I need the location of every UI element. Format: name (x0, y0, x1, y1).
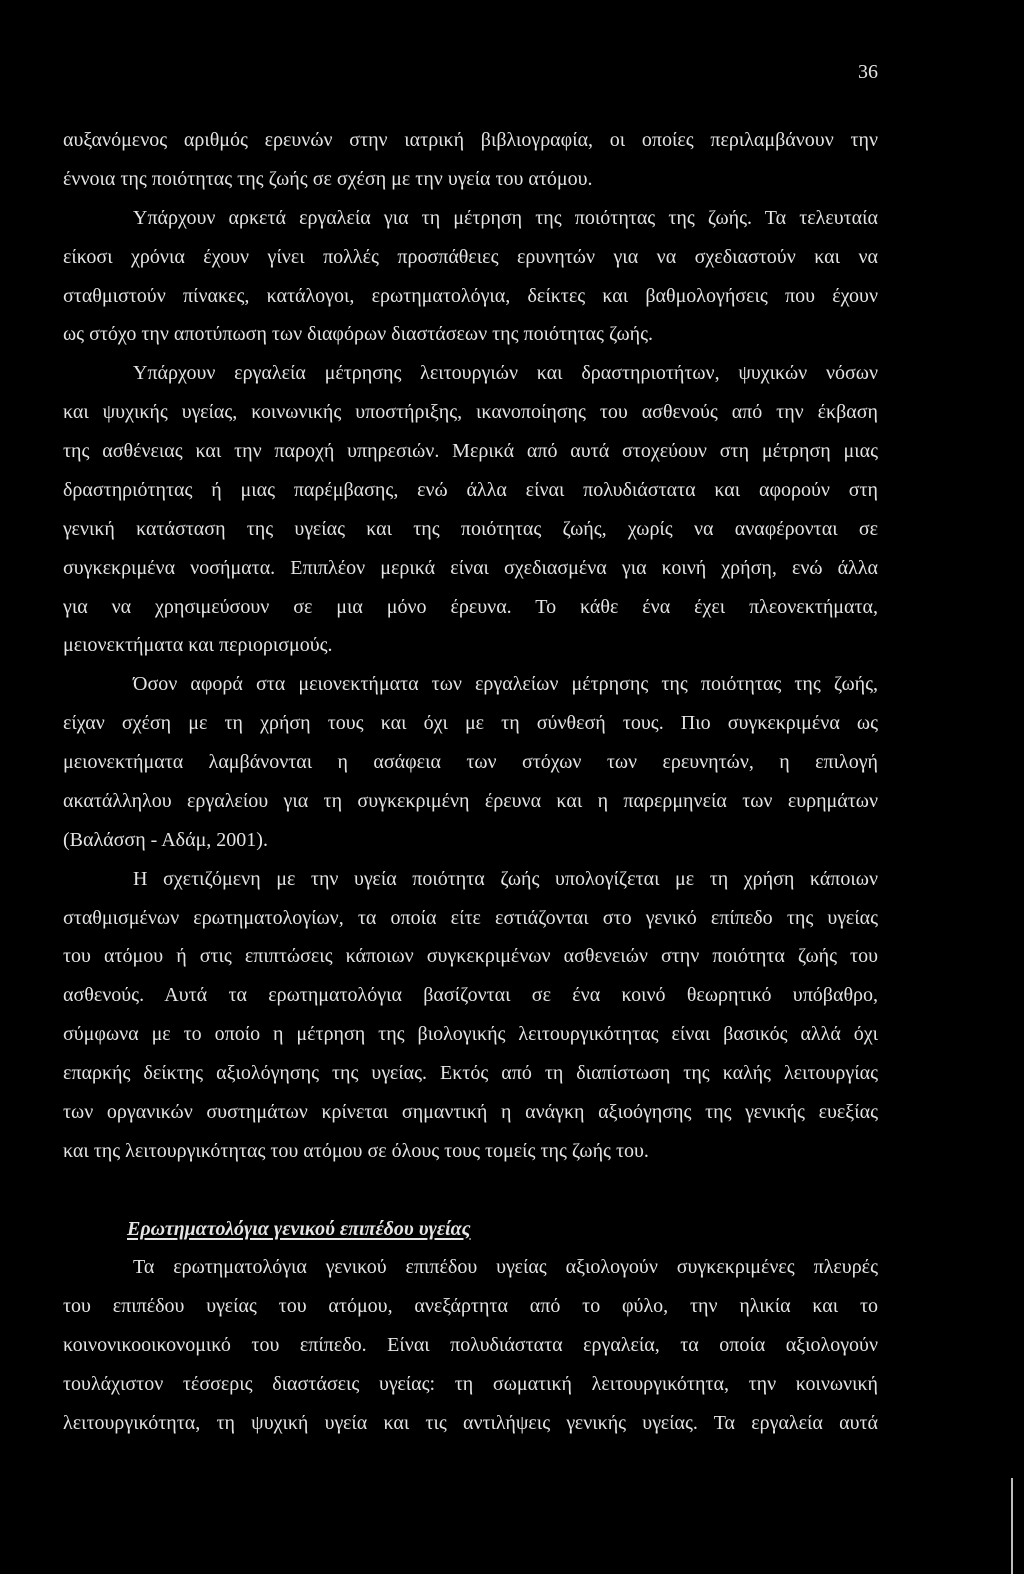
text-line: και ψυχικής υγείας, κοινωνικής υποστήριξης, ικανοποίησης του ασθενούς από την έκβαση (63, 401, 878, 424)
blank-line (63, 1171, 878, 1210)
page-number: 36 (858, 61, 878, 83)
text-line: τουλάχιστον τέσσερις διαστάσεις υγείας: τη σωματική λειτουργικότητα, την κοινωνική (63, 1373, 878, 1395)
text-line: σταθμισμένων ερωτηματολογίων, τα οποία είτε εστιάζονται στο γενικό επίπεδο της υγείας (63, 906, 878, 929)
text-line: δραστηριότητας ή μιας παρέμβασης, ενώ άλλα είναι πολυδιάστατα και αφορούν στη (63, 478, 878, 501)
paragraph (63, 1248, 878, 1442)
text-line: μειονεκτήματα και περιορισμούς. (63, 634, 333, 657)
text-line: είκοσι χρόνια έχουν γίνει πολλές προσπάθειες ερυνητών για να σχεδιαστούν και να (63, 245, 878, 268)
text-line: (Βαλάσση - Αδάμ, 2001). (63, 828, 268, 851)
text-line: για να χρησιμεύσουν σε μια μόνο έρευνα. Το κάθε ένα έχει πλεονεκτήματα, (63, 595, 878, 618)
paragraph (63, 354, 878, 665)
text-line: του ατόμου ή στις επιπτώσεις κάποιων συγκεκριμένων ασθενειών στην ποιότητα ζωής του (63, 945, 878, 968)
scan-edge-line (1011, 1478, 1013, 1574)
text-line: λειτουργικότητα, τη ψυχική υγεία και τις αντιλήψεις γενικής υγείας. Τα εργαλεία αυτά (63, 1411, 878, 1434)
text-line: της ασθένειας και την παροχή υπηρεσιών. Μερικά από αυτά στοχεύουν στη μέτρηση μιας (63, 440, 878, 462)
text-line: ως στόχο την αποτύπωση των διαφόρων διαστάσεων της ποιότητας ζωής. (63, 323, 654, 346)
text-line: κοινονικοοικονομικό του επίπεδο. Είναι πολυδιάστατα εργαλεία, τα οποία αξιολογούν (63, 1334, 878, 1357)
document-body (63, 121, 878, 1443)
text-line: Όσον αφορά στα μειονεκτήματα των εργαλείων μέτρησης της ποιότητας της ζωής, (133, 673, 878, 696)
text-line: Τα ερωτηματολόγια γενικού επιπέδου υγείας αξιολογούν συγκεκριμένες πλευρές (133, 1256, 878, 1279)
text-line: μειονεκτήματα λαμβάνονται η ασάφεια των στόχων των ερευνητών, η επιλογή (63, 751, 878, 773)
text-line: και της λειτουργικότητας του ατόμου σε όλους τους τομείς της ζωής του. (63, 1139, 649, 1162)
text-line: συγκεκριμένα νοσήματα. Επιπλέον μερικά είναι σχεδιασμένα για κοινή χρήση, ενώ άλλα (63, 556, 878, 579)
paragraph (63, 860, 878, 1171)
text-line: Η σχετιζόμενη με την υγεία ποιότητα ζωής υπολογίζεται με τη χρήση κάποιων (133, 867, 878, 890)
text-line: ακατάλληλου εργαλείου για τη συγκεκριμένη έρευνα και η παρερμηνεία των ευρημάτων (63, 789, 878, 812)
section-heading (63, 1210, 878, 1249)
text-line: είχαν σχέση με τη χρήση τους και όχι με τη σύνθεσή τους. Πιο συγκεκριμένα ως (63, 712, 878, 735)
paragraph (63, 199, 878, 355)
text-line: σύμφωνα με το οποίο η μέτρηση της βιολογικής λειτουργικότητας είναι βασικός αλλά όχι (63, 1023, 878, 1046)
text-line: αυξανόμενος αριθμός ερευνών στην ιατρική βιβλιογραφία, οι οποίες περιλαμβάνουν την (63, 129, 878, 151)
text-line: Υπάρχουν αρκετά εργαλεία για τη μέτρηση της ποιότητας της ζωής. Τα τελευταία (133, 206, 878, 229)
text-line: επαρκής δείκτης αξιολόγησης της υγείας. Εκτός από τη διαπίστωση της καλής λειτουργίας (63, 1062, 878, 1084)
text-line: του επιπέδου υγείας του ατόμου, ανεξάρτητα από το φύλο, την ηλικία και το (63, 1295, 878, 1318)
text-line: γενική κατάσταση της υγείας και της ποιότητας ζωής, χωρίς να αναφέρονται σε (63, 517, 878, 540)
paragraph (63, 665, 878, 859)
text-line: έννοια της ποιότητας της ζωής σε σχέση με την υγεία του ατόμου. (63, 167, 593, 190)
text-line: των οργανικών συστημάτων κρίνεται σημαντική η ανάγκη αξιοόγησης της γενικής ευεξίας (63, 1100, 878, 1123)
text-line: Υπάρχουν εργαλεία μέτρησης λειτουργιών και δραστηριοτήτων, ψυχικών νόσων (133, 362, 878, 385)
paragraph (63, 121, 878, 199)
section-heading-text: Ερωτηματολόγια γενικού επιπέδου υγείας (127, 1217, 471, 1240)
text-line: ασθενούς. Αυτά τα ερωτηματολόγια βασίζονται σε ένα κοινό θεωρητικό υπόβαθρο, (63, 984, 878, 1007)
text-line: σταθμιστούν πίνακες, κατάλογοι, ερωτηματολόγια, δείκτες και βαθμολογήσεις που έχουν (63, 284, 878, 307)
